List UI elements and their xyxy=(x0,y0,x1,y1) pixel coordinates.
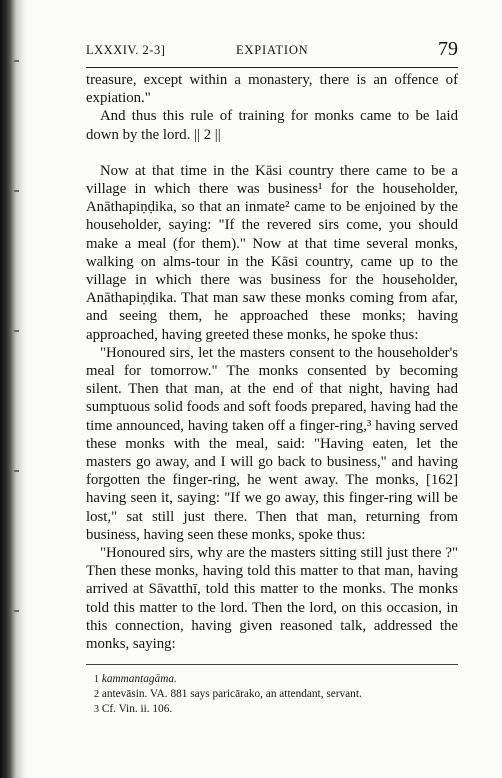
footnotes xyxy=(86,672,458,717)
footnote-text: Cf. Vin. ii. 106. xyxy=(101,703,173,715)
paragraph-masters-sitting: "Honoured sirs, why are the masters sitting still just there ?" Then these monks, having told this matter to that man, having arrived at Sāvatthī, told this matter to the monks. The monks told this matter to the lord. Then the lord, on this occasion, in this connection, having given reasoned talk, addressed the monks, saying: xyxy=(86,545,458,653)
paragraph-finger-ring: "Honoured sirs, let the masters consent to the householder's meal for tomorrow." The monks consented by becoming silent. Then that man, at the end of that night, having had sumptuous solid foods and soft foods prepared, having had the time announced, having taken off a finger-ring,³ having served these monks with the meal, said: "Having eaten, let the masters go away, and I will go back to business," and having forgotten the finger-ring, he went away. The monks, [162] having seen it, saying: "If we go away, this finger-ring will be lost," sat still just there. Then that man, returning from business, having seen these monks, spoke thus: xyxy=(86,344,458,543)
binding-stitch xyxy=(14,610,19,612)
footnote-number: 2 xyxy=(94,689,99,700)
footnote-text: antevāsin. VA. 881 says paricārako, an attendant, servant. xyxy=(101,688,362,700)
paragraph-kasi-village: Now at that time in the Kāsi country there came to be a village in which there was business¹ for the householder, Anāthapiṇḍika, so that an inmate² came to be enjoined by the householder, saying: "If the revered sirs come, you should make a meal (for them)." Now at that time several monks, walking on alms-tour in the Kāsi country, came up to the village in which there was business for the householder, Anāthapiṇḍika. That man saw these monks coming from afar, and seeing them, he approached these monks; having approached, having greeted these monks, he spoke thus: xyxy=(86,162,458,343)
footnote-number: 1 xyxy=(94,674,99,685)
footnote-rule xyxy=(86,664,458,665)
binding-stitch xyxy=(14,330,19,332)
running-title: EXPIATION xyxy=(236,43,309,57)
footnote-number: 3 xyxy=(94,704,99,715)
page-number: 79 xyxy=(438,38,458,60)
footnote-1 xyxy=(86,672,458,687)
book-binding-shadow xyxy=(0,0,28,778)
main-text xyxy=(86,71,458,653)
binding-stitch xyxy=(14,60,19,62)
binding-stitch xyxy=(14,470,19,472)
running-header xyxy=(86,38,458,65)
section-gap xyxy=(86,144,458,162)
footnote-2 xyxy=(86,687,458,702)
paragraph-rule-laid-down: And thus this rule of training for monks came to be laid down by the lord. || 2 || xyxy=(86,108,458,143)
footnote-3 xyxy=(86,702,458,717)
binding-stitch xyxy=(14,190,19,192)
footnote-text: kammantagāma. xyxy=(101,673,177,685)
section-reference: LXXXIV. 2-3] xyxy=(86,43,166,57)
header-rule xyxy=(86,67,458,68)
paragraph-continuation: treasure, except within a monastery, there is an offence of expiation." xyxy=(86,72,458,107)
